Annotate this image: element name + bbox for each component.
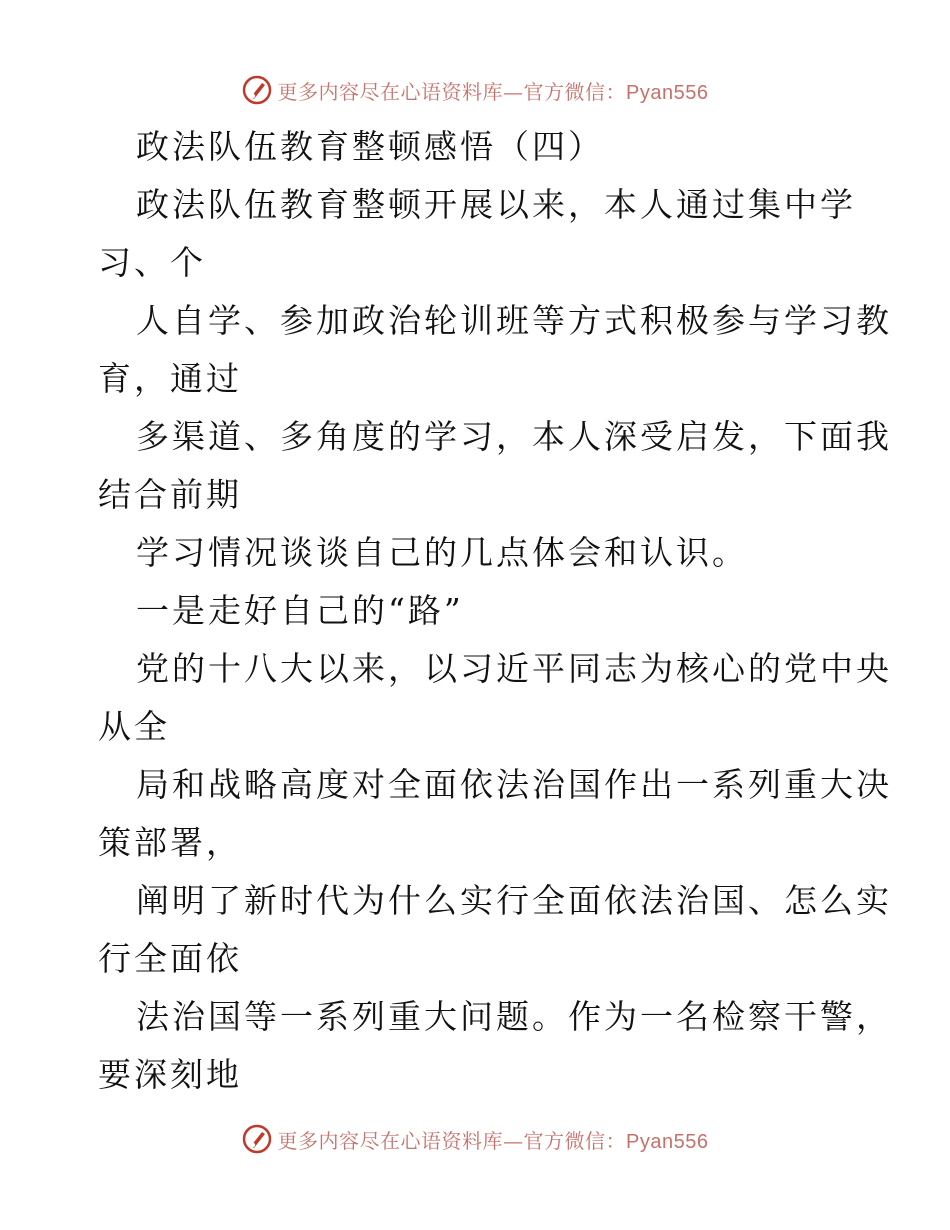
document-body xyxy=(98,118,892,1104)
footer-banner xyxy=(0,1117,950,1161)
doc-line: 习、个 xyxy=(98,243,206,282)
doc-line: 政法队伍教育整顿开展以来，本人通过集中学 xyxy=(136,185,856,224)
doc-line: 法治国等一系列重大问题。作为一名检察干警， xyxy=(136,997,892,1036)
footer-banner-text: 更多内容尽在心语资料库—官方微信：Pyan556 xyxy=(277,1128,709,1153)
doc-line: 阐明了新时代为什么实行全面依法治国、怎么实 xyxy=(136,881,892,920)
doc-line: 结合前期 xyxy=(98,475,242,514)
header-banner-text: 更多内容尽在心语资料库—官方微信：Pyan556 xyxy=(277,79,709,104)
doc-line: 行全面依 xyxy=(98,939,242,978)
doc-line: 要深刻地 xyxy=(98,1055,242,1094)
doc-line: 策部署， xyxy=(98,823,242,862)
doc-title: 政法队伍教育整顿感悟（四） xyxy=(136,127,604,166)
doc-line: 学习情况谈谈自己的几点体会和认识。 xyxy=(136,533,748,572)
doc-line: 人自学、参加政治轮训班等方式积极参与学习教 xyxy=(136,301,892,340)
doc-line: 育，通过 xyxy=(98,359,242,398)
quill-seal-icon xyxy=(242,1124,272,1154)
doc-line: 多渠道、多角度的学习，本人深受启发，下面我 xyxy=(136,417,892,456)
doc-line: 从全 xyxy=(98,707,170,746)
header-banner xyxy=(0,68,950,112)
doc-section-heading: 一是走好自己的“路” xyxy=(136,591,464,630)
quill-seal-icon xyxy=(242,75,272,105)
doc-line: 局和战略高度对全面依法治国作出一系列重大决 xyxy=(136,765,892,804)
doc-line: 党的十八大以来，以习近平同志为核心的党中央 xyxy=(136,649,892,688)
